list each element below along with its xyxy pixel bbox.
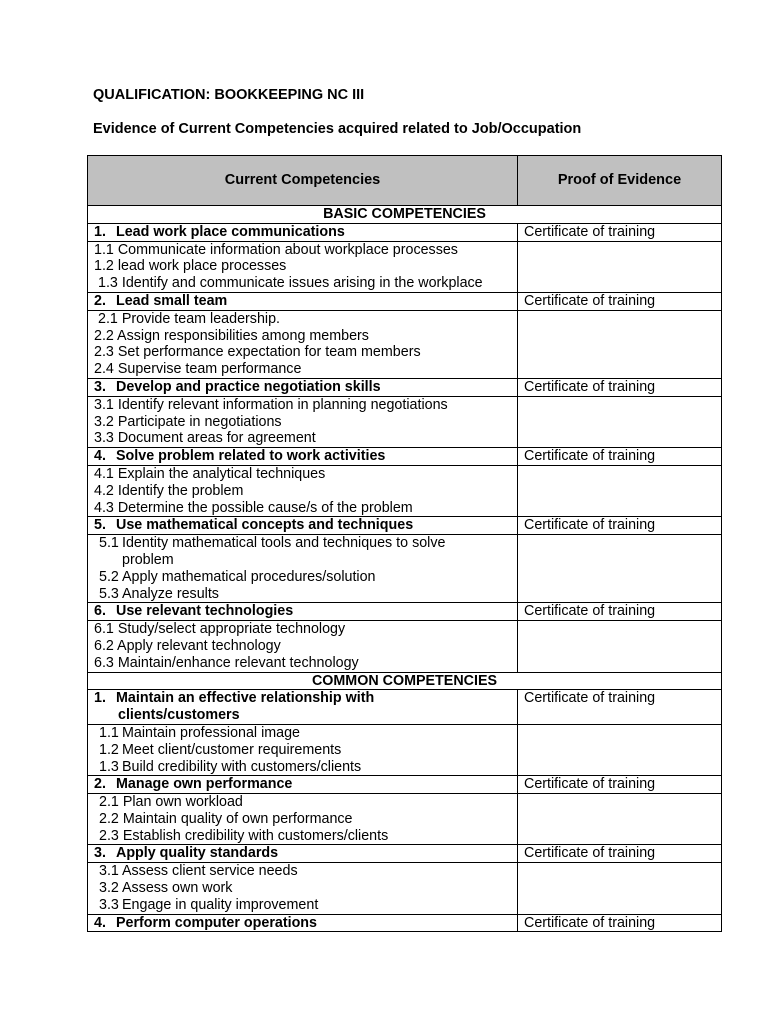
unit-number: 4. [94,914,106,931]
subunit-item: 2.3 Set performance expectation for team members [94,344,421,361]
subunit-item: 3.1 Identify relevant information in planning negotiations [94,396,448,413]
unit-title: Develop and practice negotiation skills [116,378,381,395]
subunit-row [88,241,722,292]
subunit-list [88,465,518,516]
proof-cell: Certificate of training [518,223,722,241]
subunit-item: 6.1 Study/select appropriate technology [94,621,346,638]
subunit-item: 6.2 Apply relevant technology [94,637,281,654]
unit-title-continuation: clients/customers [118,707,240,724]
header-current-competencies: Current Competencies [88,156,518,206]
subunit-item: 2.4 Supervise team performance [94,361,302,378]
unit-row [88,448,722,466]
subunit-number: 5.3 [99,585,119,602]
subunit-number: 1.1 [99,724,119,741]
subunit-number: 5.1 [99,535,119,552]
subunit-number: 3.2 [99,880,119,897]
subunit-text: Engage in quality improvement [122,896,319,913]
unit-title-cell [88,378,518,396]
unit-title-cell [88,690,518,725]
proof-cell: Certificate of training [518,914,722,932]
subunit-text: Maintain professional image [122,724,301,741]
section-row-basic [88,206,722,224]
unit-title: Lead work place communications [116,223,345,240]
subunit-list [88,863,518,914]
unit-number: 3. [94,378,106,395]
subunit-text: Analyze results [122,585,219,602]
subunit-list [88,535,518,603]
subunit-list [88,241,518,292]
subunit-row [88,535,722,603]
proof-cell: Certificate of training [518,517,722,535]
unit-title: Solve problem related to work activities [116,448,386,465]
subunit-number: 1.3 [99,758,119,775]
subunit-item [94,586,511,603]
unit-number: 3. [94,845,106,862]
unit-title-cell [88,603,518,621]
unit-row [88,914,722,932]
subunit-text: Apply mathematical procedures/solution [122,568,376,585]
subunit-row [88,396,722,447]
subunit-row [88,863,722,914]
subunit-list [88,621,518,672]
subunit-item [94,897,511,914]
unit-title: Perform computer operations [116,914,317,931]
subunit-item: 1.2 lead work place processes [94,258,287,275]
unit-title-cell [88,776,518,794]
subunit-row [88,310,722,378]
unit-row [88,845,722,863]
unit-row [88,690,722,725]
unit-title: Manage own performance [116,776,293,793]
subunit-number: 3.1 [99,863,119,880]
subunit-item: 2.2 Maintain quality of own performance [99,810,353,827]
subunit-item: 3.2 Participate in negotiations [94,413,282,430]
subunit-item: 2.1 Provide team leadership. [98,310,280,327]
unit-row [88,776,722,794]
unit-title-cell [88,448,518,466]
subunit-item [94,725,511,742]
qualification-title: QUALIFICATION: BOOKKEEPING NC III [93,87,365,103]
unit-title: Maintain an effective relationship with [116,690,375,707]
subunit-number: 5.2 [99,568,119,585]
subunit-item [94,759,511,776]
unit-title: Use mathematical concepts and techniques [116,517,414,534]
subunit-item: 4.3 Determine the possible cause/s of the problem [94,499,413,516]
proof-empty-cell [518,465,722,516]
subunit-item [94,535,511,552]
unit-row [88,603,722,621]
proof-cell: Certificate of training [518,845,722,863]
unit-title-cell [88,914,518,932]
section-row-common [88,672,722,690]
unit-title: Apply quality standards [116,845,279,862]
header-proof-of-evidence: Proof of Evidence [518,156,722,206]
unit-number: 2. [94,776,106,793]
unit-title-cell [88,845,518,863]
proof-cell: Certificate of training [518,603,722,621]
proof-cell: Certificate of training [518,690,722,725]
subunit-row [88,794,722,845]
proof-empty-cell [518,794,722,845]
section-label-common: COMMON COMPETENCIES [88,672,722,690]
unit-title: Use relevant technologies [116,603,294,620]
proof-cell: Certificate of training [518,292,722,310]
subunit-item: 6.3 Maintain/enhance relevant technology [94,654,359,671]
subunit-list [88,310,518,378]
subunit-item: 4.1 Explain the analytical techniques [94,465,326,482]
subunit-item [94,863,511,880]
subunit-text: Assess client service needs [122,863,298,880]
subunit-row [88,724,722,775]
subunit-row [88,621,722,672]
unit-number: 5. [94,517,106,534]
unit-number: 6. [94,603,106,620]
unit-number: 1. [94,223,106,240]
subunit-list [88,794,518,845]
subunit-row [88,465,722,516]
unit-number: 2. [94,292,106,309]
proof-cell: Certificate of training [518,448,722,466]
proof-empty-cell [518,241,722,292]
subunit-number: 1.2 [99,741,119,758]
proof-cell: Certificate of training [518,378,722,396]
subunit-text: Build credibility with customers/clients [122,758,362,775]
subunit-item: 3.3 Document areas for agreement [94,430,316,447]
unit-row [88,223,722,241]
subunit-number: 3.3 [99,896,119,913]
unit-number: 4. [94,448,106,465]
subunit-item: 4.2 Identify the problem [94,482,244,499]
unit-row [88,292,722,310]
subunit-text: Identity mathematical tools and techniques to solve [122,535,446,552]
subunit-text: Assess own work [122,880,233,897]
unit-title-cell [88,517,518,535]
evidence-title: Evidence of Current Competencies acquired related to Job/Occupation [93,121,582,137]
subunit-item: 2.2 Assign responsibilities among members [94,327,369,344]
table-header-row [88,156,722,206]
subunit-item: 1.3 Identify and communicate issues arising in the workplace [98,275,483,292]
competencies-table [87,155,722,932]
unit-row [88,378,722,396]
subunit-item: 2.3 Establish credibility with customers/clients [99,827,389,844]
unit-number: 1. [94,690,106,707]
proof-empty-cell [518,621,722,672]
subunit-text: Meet client/customer requirements [122,741,342,758]
subunit-item [94,880,511,897]
proof-empty-cell [518,724,722,775]
subunit-list [88,396,518,447]
proof-empty-cell [518,396,722,447]
unit-title: Lead small team [116,292,228,309]
subunit-item [94,742,511,759]
subunit-item: 2.1 Plan own workload [99,794,243,811]
unit-title-cell [88,292,518,310]
subunit-item: 1.1 Communicate information about workplace processes [94,241,458,258]
section-label-basic: BASIC COMPETENCIES [88,206,722,224]
proof-empty-cell [518,535,722,603]
subunit-item [94,569,511,586]
unit-row [88,517,722,535]
unit-title-cell [88,223,518,241]
proof-empty-cell [518,863,722,914]
subunit-item-continuation: problem [122,551,174,568]
proof-cell: Certificate of training [518,776,722,794]
subunit-list [88,724,518,775]
proof-empty-cell [518,310,722,378]
